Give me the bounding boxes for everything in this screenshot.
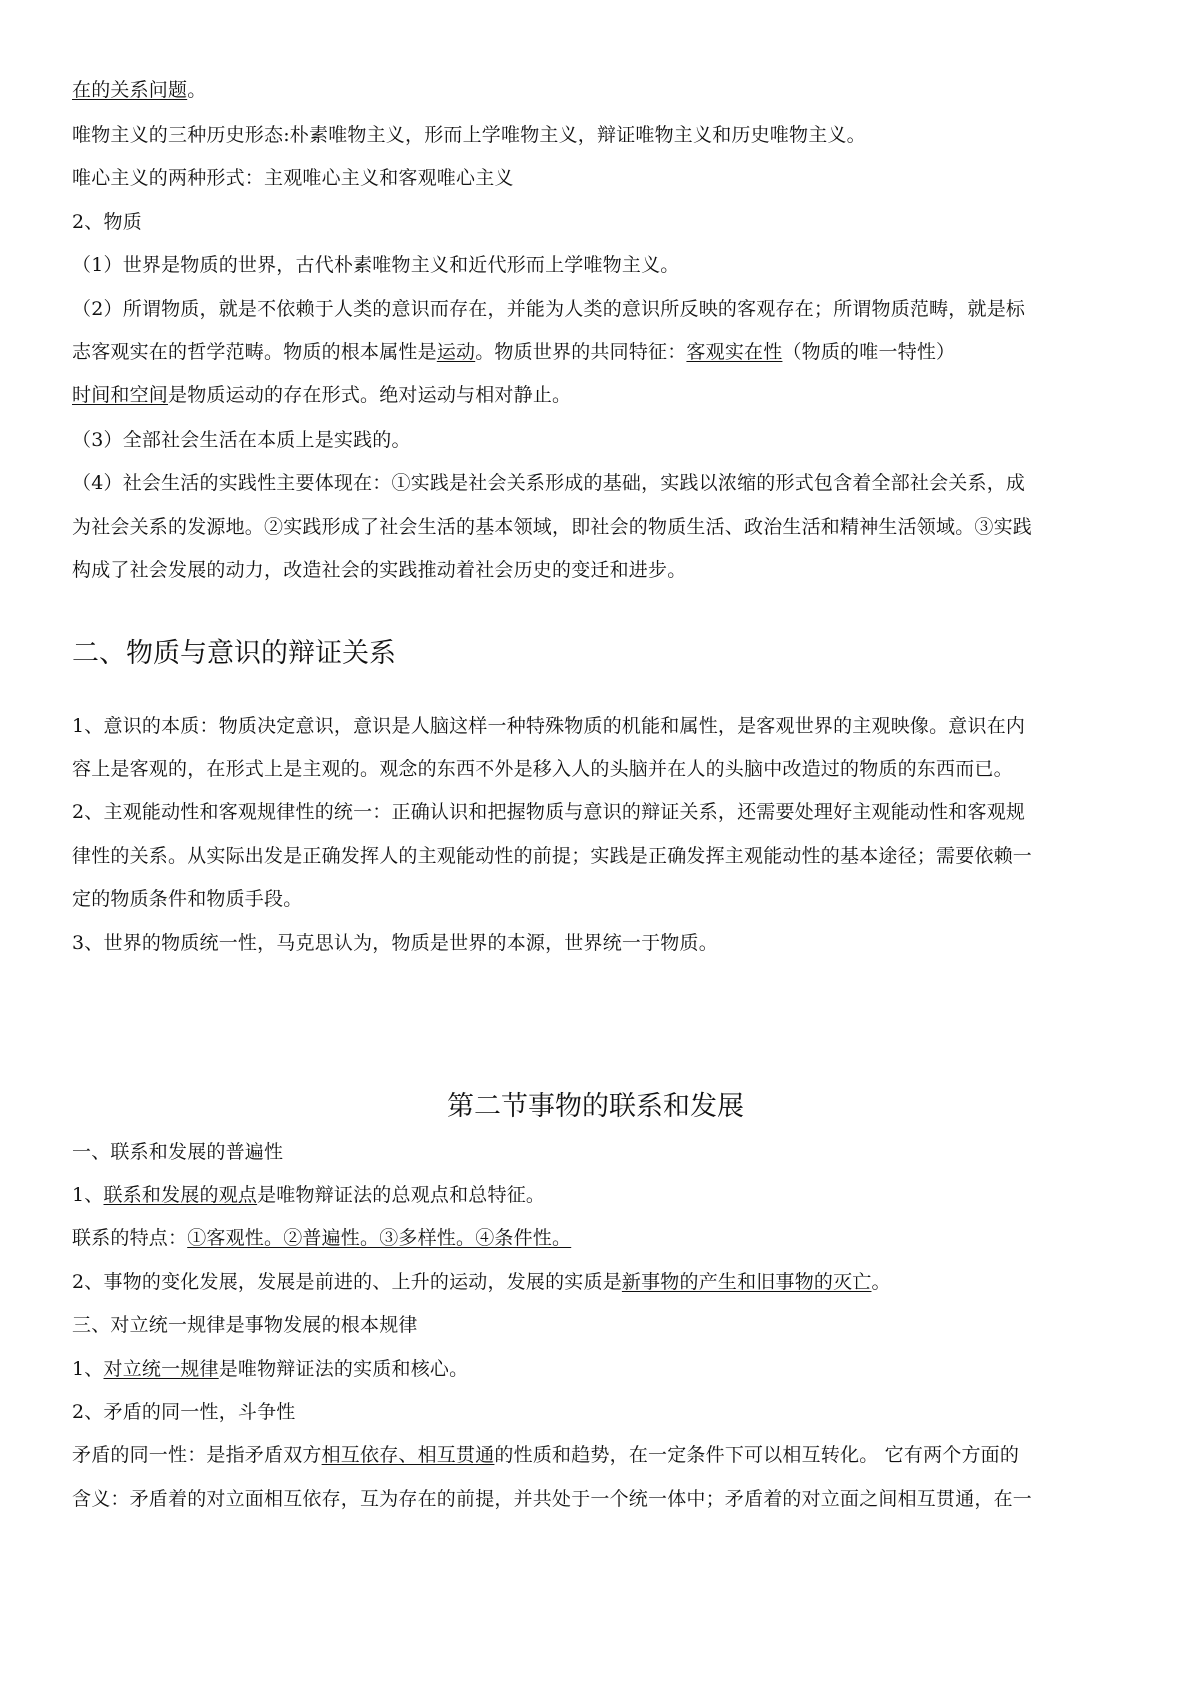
text-span: （物质的唯一特性） <box>782 341 956 363</box>
paragraph-line: 容上是客观的，在形式上是主观的。观念的东西不外是移入人的头脑并在人的头脑中改造过的物质的东西而已。 <box>72 758 1013 780</box>
text-span: 2、事物的变化发展，发展是前进的、上升的运动，发展的实质是 <box>72 1271 622 1293</box>
underlined-phrase: 客观实在性 <box>686 341 783 363</box>
text-span: 矛盾的同一性：是指矛盾双方 <box>72 1444 322 1466</box>
paragraph-line: 定的物质条件和物质手段。 <box>72 888 303 910</box>
text-span: 是唯物辩证法的实质和核心。 <box>218 1358 469 1380</box>
underlined-phrase: ①客观性。②普遍性。③多样性。④条件性。 <box>187 1227 572 1249</box>
paragraph-line: （1）世界是物质的世界，古代朴素唯物主义和近代形而上学唯物主义。 <box>72 254 680 276</box>
text-span: 联系的特点： <box>72 1227 188 1249</box>
text-span: 的性质和趋势，在一定条件下可以相互转化。 它有两个方面的 <box>494 1444 1020 1466</box>
paragraph-line <box>72 1183 545 1207</box>
chapter-title: 第二节事物的联系和发展 <box>447 1091 744 1122</box>
underlined-phrase: 时间和空间 <box>72 384 169 406</box>
paragraph-line: 律性的关系。从实际出发是正确发挥人的主观能动性的前提；实践是正确发挥主观能动性的基本途径；需要依赖一 <box>72 845 1033 867</box>
text-span: 。 <box>187 79 207 101</box>
paragraph-line <box>72 1226 571 1250</box>
subheading: 三、对立统一规律是事物发展的根本规律 <box>72 1314 418 1336</box>
paragraph-line: 2、矛盾的同一性，斗争性 <box>72 1401 296 1423</box>
paragraph-line: 为社会关系的发源地。②实践形成了社会生活的基本领域，即社会的物质生活、政治生活和精神生活领域。③实践 <box>72 516 1033 538</box>
text-span: 。物质世界的共同特征： <box>475 341 687 363</box>
underlined-phrase: 联系和发展的观点 <box>103 1184 258 1206</box>
text-span: 1、 <box>72 1358 104 1380</box>
text-span: 是唯物辩证法的总观点和总特征。 <box>257 1184 546 1206</box>
subheading: 2、物质 <box>72 211 142 233</box>
paragraph-line <box>72 340 955 364</box>
paragraph-line: （3）全部社会生活在本质上是实践的。 <box>72 429 411 451</box>
underlined-phrase: 对立统一规律 <box>103 1358 219 1380</box>
text-span: 。 <box>871 1271 891 1293</box>
paragraph-line: 2、主观能动性和客观规律性的统一：正确认识和把握物质与意识的辩证关系，还需要处理好主观能动性和客观规 <box>72 801 1026 823</box>
text-span: 是物质运动的存在形式。绝对运动与相对静止。 <box>168 384 572 406</box>
subheading: 一、联系和发展的普遍性 <box>72 1141 284 1163</box>
paragraph-line <box>72 383 571 407</box>
paragraph-line: 1、意识的本质：物质决定意识，意识是人脑这样一种特殊物质的机能和属性，是客观世界的主观映像。意识在内 <box>72 715 1026 737</box>
paragraph-line: （2）所谓物质，就是不依赖于人类的意识而存在，并能为人类的意识所反映的客观存在；所谓物质范畴，就是标 <box>72 298 1026 320</box>
underlined-phrase: 新事物的产生和旧事物的灭亡 <box>621 1271 872 1293</box>
underlined-phrase: 相互依存、相互贯通 <box>321 1444 495 1466</box>
paragraph-line: 唯物主义的三种历史形态:朴素唯物主义，形而上学唯物主义，辩证唯物主义和历史唯物主义。 <box>72 124 866 146</box>
section-heading: 二、物质与意识的辩证关系 <box>72 638 396 669</box>
underlined-phrase: 运动 <box>436 341 476 363</box>
paragraph-line: 含义：矛盾着的对立面相互依存，互为存在的前提，并共处于一个统一体中；矛盾着的对立面之间相互贯通，在一 <box>72 1488 1033 1510</box>
paragraph-line: （4）社会生活的实践性主要体现在：①实践是社会关系形成的基础，实践以浓缩的形式包含着全部社会关系，成 <box>72 472 1026 494</box>
paragraph-line: 构成了社会发展的动力，改造社会的实践推动着社会历史的变迁和进步。 <box>72 559 687 581</box>
paragraph-line <box>72 1443 1019 1467</box>
paragraph-line <box>72 1270 891 1294</box>
underlined-phrase: 在的关系问题 <box>72 79 188 101</box>
paragraph-line <box>72 1357 468 1381</box>
paragraph-line <box>72 78 206 102</box>
text-span: 1、 <box>72 1184 104 1206</box>
paragraph-line: 3、世界的物质统一性，马克思认为，物质是世界的本源，世界统一于物质。 <box>72 932 718 954</box>
paragraph-line: 唯心主义的两种形式：主观唯心主义和客观唯心主义 <box>72 167 514 189</box>
text-span: 志客观实在的哲学范畴。物质的根本属性是 <box>72 341 437 363</box>
